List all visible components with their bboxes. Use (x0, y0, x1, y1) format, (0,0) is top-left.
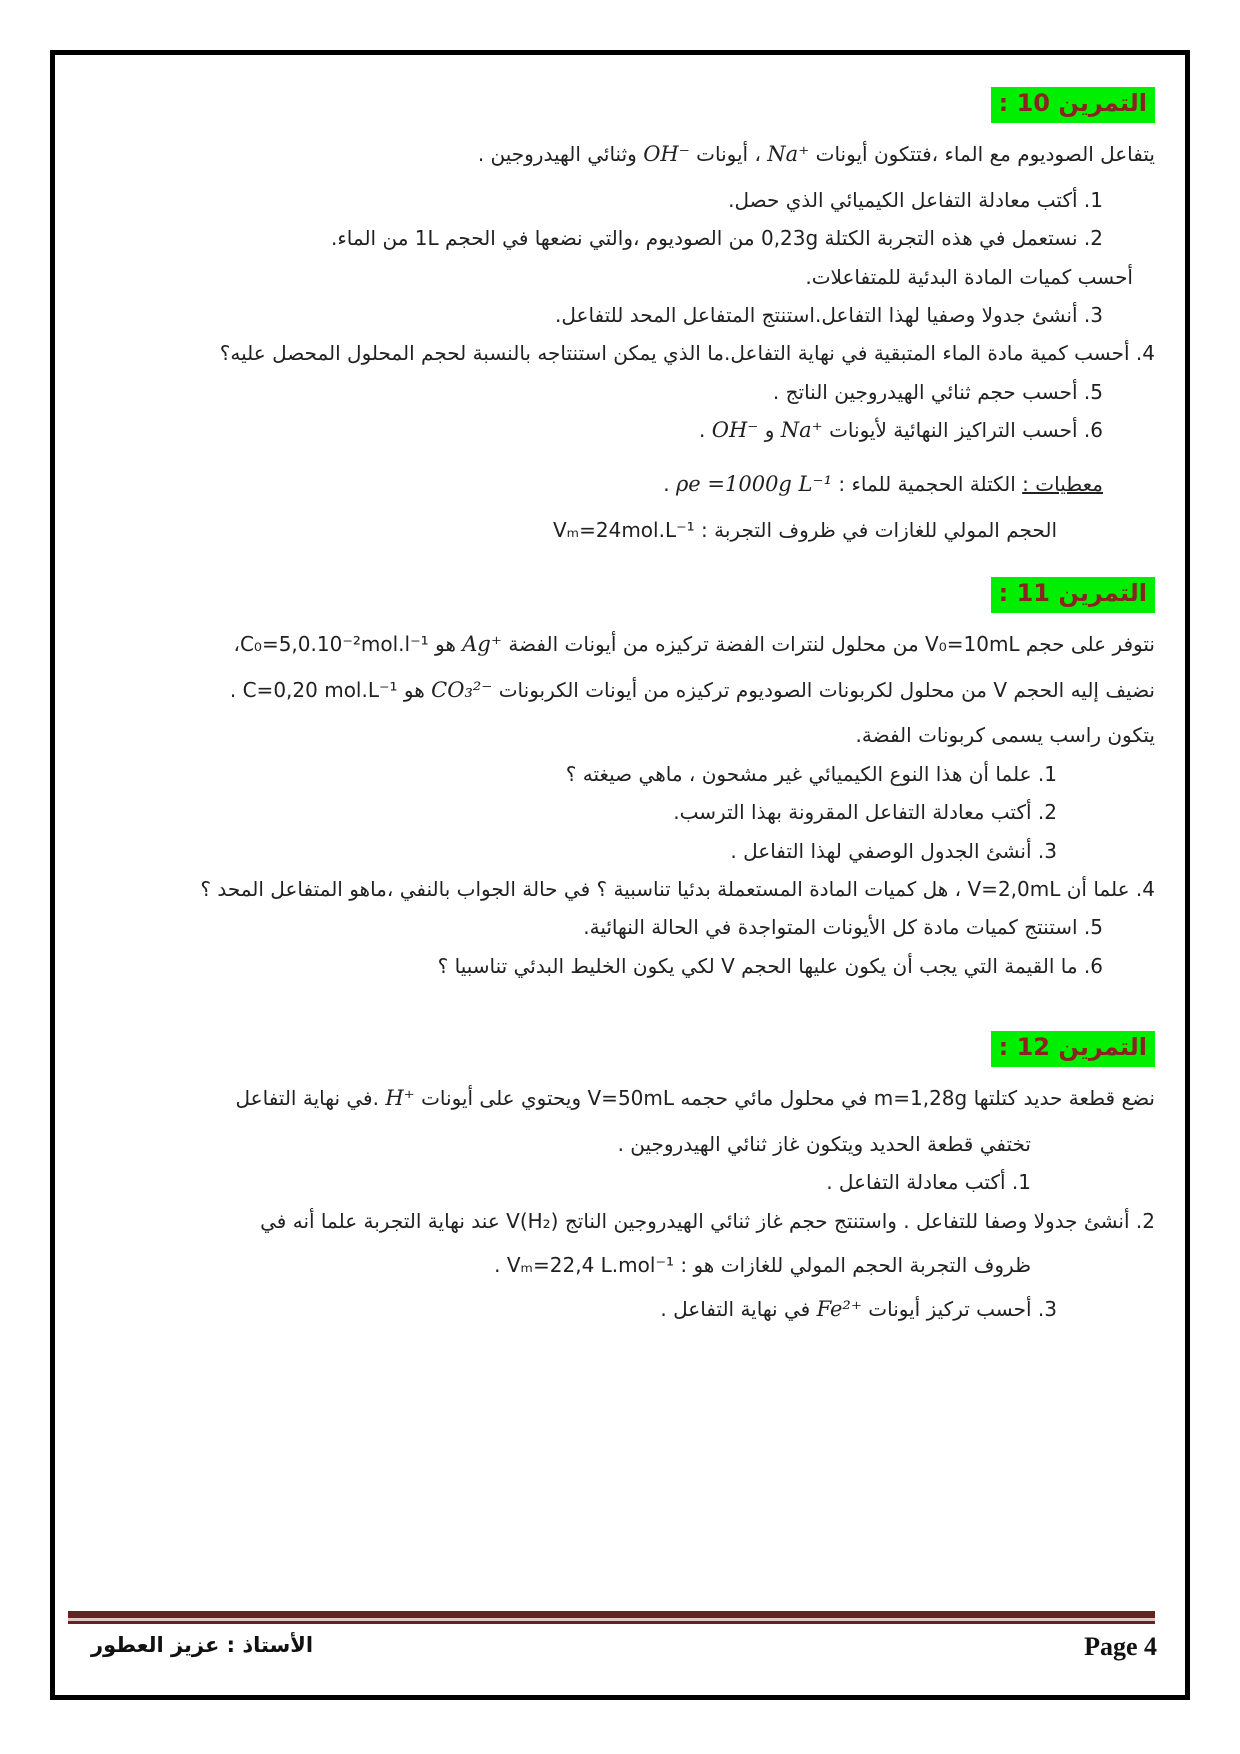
arabic-text: عند نهاية التجربة علما أنه في (260, 1208, 507, 1233)
arabic-text: لكي يكون الخليط البدئي تناسبيا ؟ (437, 953, 722, 978)
text-line (89, 914, 1155, 940)
text-line (89, 838, 1155, 864)
arabic-text: 3. أنشئ الجدول الوصفي لهذا التفاعل . (730, 838, 1057, 863)
arabic-text: 2. نستعمل في هذه التجربة الكتلة (818, 226, 1103, 251)
text-line (89, 1085, 1155, 1113)
underlined-label: معطيات : (1022, 471, 1103, 496)
text-line (89, 1208, 1155, 1234)
arabic-text: 2. أكتب معادلة التفاعل المقرونة بهذا الترسب. (673, 800, 1057, 825)
arabic-text: ويحتوي على أيونات (414, 1086, 588, 1111)
arabic-text: 5. أحسب حجم ثنائي الهيدروجين الناتج . (772, 379, 1103, 404)
latin-value: V=2,0mL (967, 876, 1061, 901)
exercise-11-section (89, 577, 1155, 979)
footer-rule (68, 1611, 1155, 1624)
math-expression: CO₃²⁻ (431, 677, 493, 702)
text-line (89, 417, 1155, 445)
text-line (89, 953, 1155, 979)
latin-value: C₀=5,0.10⁻²mol.l⁻¹ (239, 631, 429, 656)
arabic-text: 6. ما القيمة التي يجب أن يكون عليها الحجم (734, 953, 1103, 978)
arabic-text: 5. استنتج كميات مادة كل الأيونات المتواجدة في الحالة النهائية. (583, 915, 1103, 940)
latin-value: C=0,20 mol.L⁻¹ (242, 677, 398, 702)
math-expression: OH⁻ (711, 418, 759, 443)
arabic-text: يتكون راسب يسمى كربونات الفضة. (855, 723, 1155, 748)
math-expression: Na⁺ (780, 418, 823, 443)
arabic-text: ، هل كميات المادة المستعملة بدئيا تناسبية ؟ في حالة الجواب بالنفي ،ماهو المتفاعل المحد ؟ (200, 876, 968, 901)
math-expression: Na⁺ (767, 142, 810, 166)
arabic-text: وثنائي الهيدروجين . (477, 142, 644, 166)
text-line (89, 187, 1155, 213)
text-line (89, 631, 1155, 659)
latin-value: V=50mL (587, 1086, 675, 1111)
text-line (89, 379, 1155, 405)
text-line (89, 722, 1155, 748)
latin-value: Vₘ=24mol.L⁻¹ (552, 517, 695, 542)
arabic-text: في نهاية التفاعل . (660, 1297, 817, 1322)
arabic-text: . (494, 1252, 507, 1277)
arabic-text: يتفاعل الصوديوم مع الماء ،فتتكون أيونات (809, 142, 1155, 166)
math-expression: Fe²⁺ (816, 1297, 862, 1322)
arabic-text: من الماء. (331, 226, 415, 251)
arabic-text: و (758, 418, 781, 443)
latin-value: V₀=10mL (925, 631, 1020, 656)
text-line (89, 761, 1155, 787)
arabic-text: نضيف إليه الحجم (1007, 677, 1155, 702)
text-line (89, 471, 1155, 499)
exercise-12-title: التمرين 12 : (991, 1031, 1155, 1067)
arabic-text: .في نهاية التفاعل (235, 1086, 386, 1111)
arabic-text: 1. أكتب معادلة التفاعل الكيميائي الذي حصل. (728, 187, 1103, 212)
exercise-12-header (89, 1031, 1155, 1067)
arabic-text: نتوفر على حجم (1019, 631, 1155, 656)
arabic-text: تختفي قطعة الحديد ويتكون غاز ثنائي الهيدروجين . (617, 1131, 1031, 1156)
arabic-text: في محلول مائي حجمه (674, 1086, 874, 1111)
latin-value: V (721, 953, 735, 978)
text-line (89, 302, 1155, 328)
arabic-text: ، أيونات (689, 142, 768, 166)
exercise-12-section (89, 1031, 1155, 1324)
arabic-text: 1. أكتب معادلة التفاعل . (826, 1170, 1031, 1195)
arabic-text: هو (397, 677, 432, 702)
arabic-text: 3. أحسب تركيز أيونات (861, 1297, 1057, 1322)
page-border (50, 50, 1190, 1700)
text-line (89, 677, 1155, 705)
arabic-text: 6. أحسب التراكيز النهائية لأيونات (822, 418, 1103, 443)
arabic-text: هو (428, 631, 463, 656)
arabic-text: الحجم المولي للغازات في ظروف التجربة : (694, 517, 1057, 542)
arabic-text: . (699, 418, 712, 443)
latin-value: V(H₂) (506, 1208, 559, 1233)
exercise-10-title: التمرين 10 : (991, 87, 1155, 123)
latin-value: Vₘ=22,4 L.mol⁻¹ (506, 1252, 675, 1277)
latin-value: m=1,28g (873, 1086, 968, 1111)
exercise-10-section (89, 87, 1155, 543)
arabic-text: 1. علما أن هذا النوع الكيميائي غير مشحون ، ماهي صيغته ؟ (565, 761, 1057, 786)
text-line (89, 1296, 1155, 1324)
footer-page-number: Page 4 (1084, 1632, 1157, 1661)
arabic-text: من محلول لنترات الفضة تركيزه من أيونات الفضة (501, 631, 926, 656)
latin-value: 0,23g (760, 226, 819, 251)
text-line (89, 141, 1155, 169)
math-expression: Ag⁺ (462, 631, 502, 656)
arabic-text: نضع قطعة حديد كتلتها (967, 1086, 1155, 1111)
exercise-11-header (89, 577, 1155, 613)
text-line (89, 1169, 1155, 1195)
latin-value: 1L (414, 226, 439, 251)
text-line (89, 799, 1155, 825)
text-line (89, 517, 1155, 543)
latin-value: V (993, 677, 1008, 702)
arabic-text: 2. أنشئ جدولا وصفا للتفاعل . واستنتج حجم غاز ثنائي الهيدروجين الناتج (558, 1208, 1155, 1233)
footer-author: الأستاذ : عزيز العطور (91, 1633, 314, 1657)
arabic-text: من الصوديوم ،والتي نضعها في الحجم (438, 226, 761, 251)
exercise-10-header (89, 87, 1155, 123)
text-line (89, 340, 1155, 366)
text-line (89, 1252, 1155, 1278)
math-expression: OH⁻ (643, 142, 690, 166)
arabic-text: . (229, 677, 243, 702)
math-expression: ρe =1000g L⁻¹ (675, 471, 832, 496)
arabic-text: من محلول لكربونات الصوديوم تركيزه من أيونات الكربونات (492, 677, 994, 702)
arabic-text: . (663, 471, 676, 496)
arabic-text: أحسب كميات المادة البدئية للمتفاعلات. (805, 264, 1133, 289)
arabic-text: 4. علما أن (1060, 876, 1155, 901)
arabic-text: ، (233, 631, 240, 656)
text-line (89, 225, 1155, 251)
arabic-text: 4. أحسب كمية مادة الماء المتبقية في نهاية التفاعل.ما الذي يمكن استنتاجه بالنسبة لحجم المحلول المحصل عليه؟ (219, 341, 1155, 366)
text-line (89, 876, 1155, 902)
page-content (89, 87, 1155, 1336)
text-line (89, 264, 1155, 290)
arabic-text: 3. أنشئ جدولا وصفيا لهذا التفاعل.استنتج المتفاعل المحد للتفاعل. (555, 302, 1103, 327)
arabic-text: ظروف التجربة الحجم المولي للغازات هو : (674, 1252, 1031, 1277)
exercise-11-title: التمرين 11 : (991, 577, 1155, 613)
text-line (89, 1131, 1155, 1157)
math-expression: H⁺ (385, 1086, 415, 1111)
arabic-text: الكتلة الحجمية للماء : (832, 471, 1023, 496)
